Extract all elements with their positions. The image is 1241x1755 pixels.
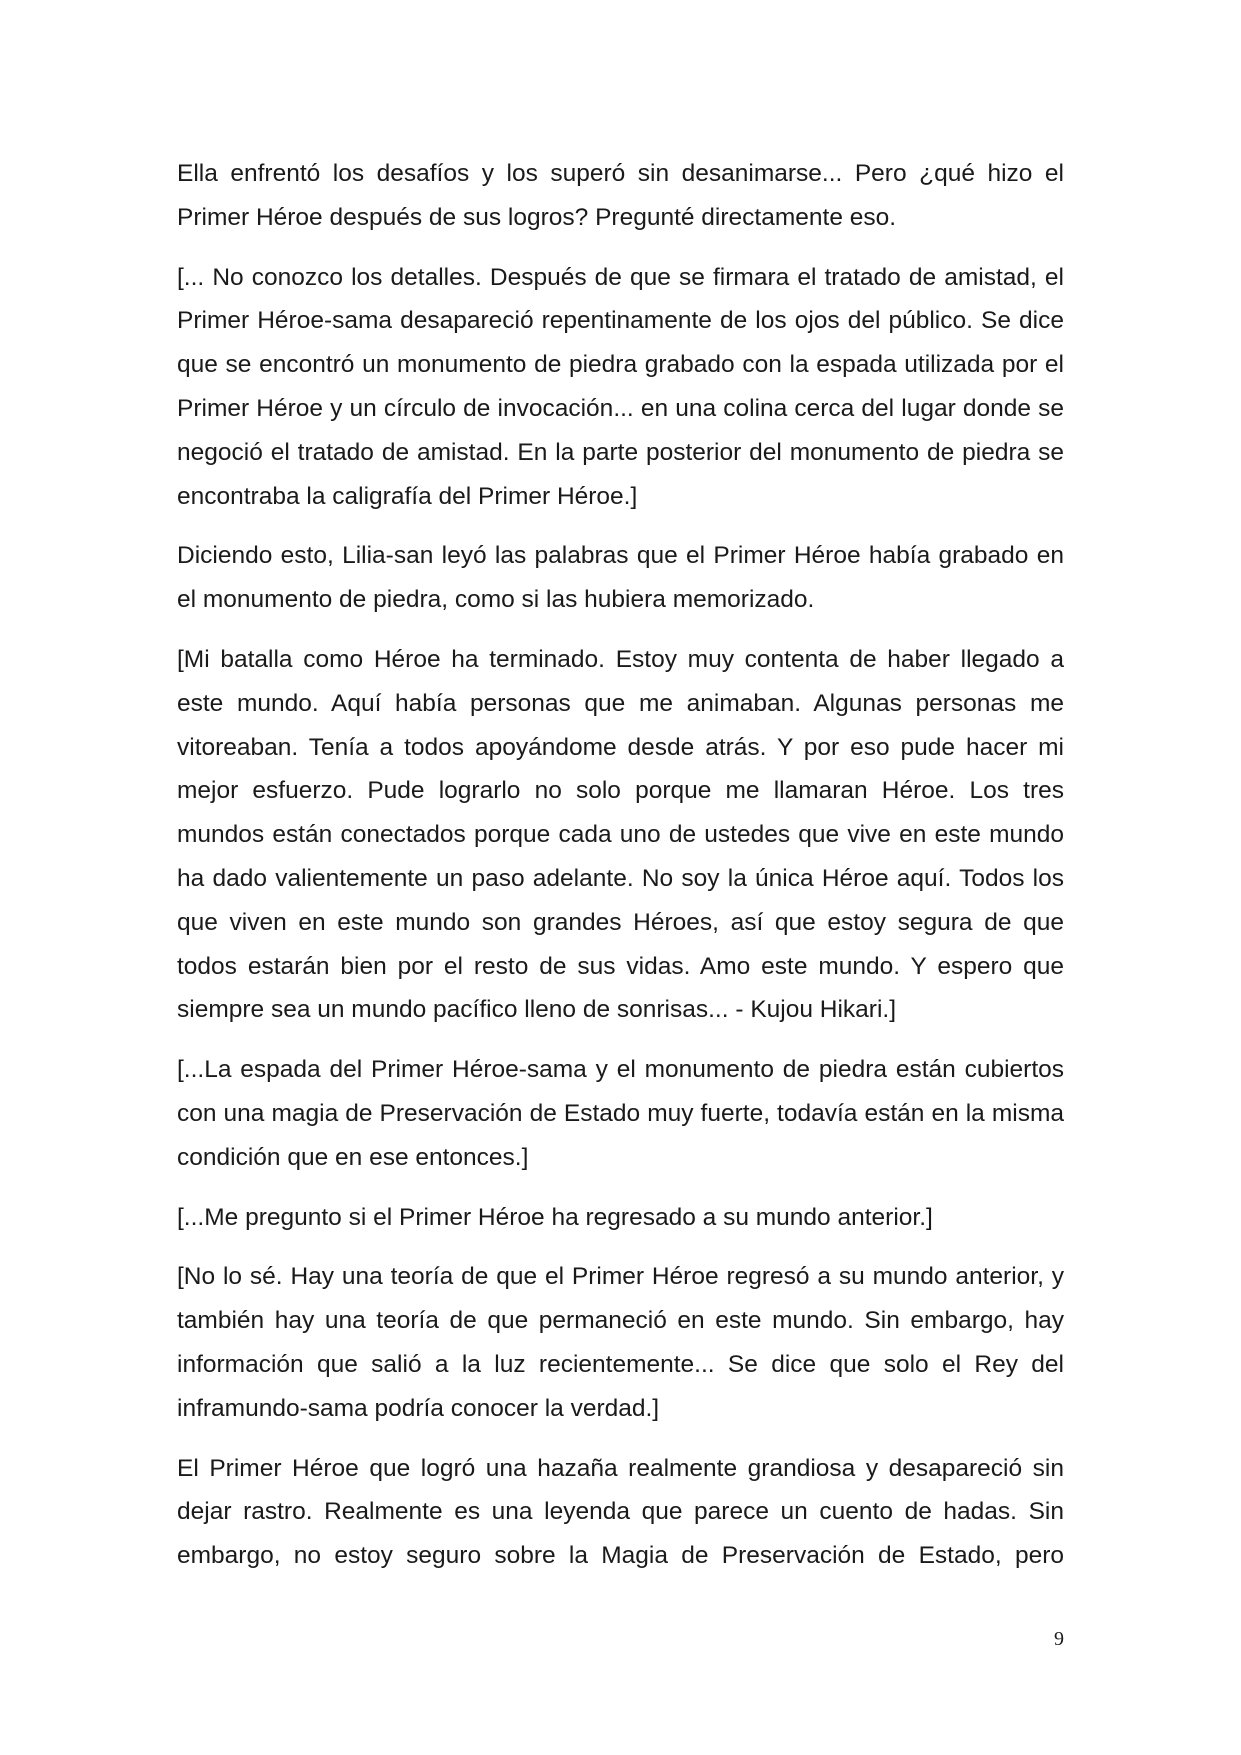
- paragraph: [No lo sé. Hay una teoría de que el Primer Héroe regresó a su mundo anterior, y también hay una teoría de que permaneció en este mundo. Sin embargo, hay información que salió a la luz recientemente... Se dice que solo el Rey del inframundo-sama podría conocer la verdad.]: [177, 1263, 1064, 1422]
- page-body: [177, 152, 1064, 1594]
- paragraph: Diciendo esto, Lilia-san leyó las palabras que el Primer Héroe había grabado en el monumento de piedra, como si las hubiera memorizado.: [177, 542, 1064, 614]
- paragraph: [...La espada del Primer Héroe-sama y el monumento de piedra están cubiertos con una magia de Preservación de Estado muy fuerte, todavía están en la misma condición que en ese entonces.]: [177, 1056, 1064, 1171]
- paragraph: El Primer Héroe que logró una hazaña realmente grandiosa y desapareció sin dejar rastro. Realmente es una leyenda que parece un cuento de hadas. Sin embargo, no estoy seguro sobre la Magia de Preservación de Estado, pero: [177, 1454, 1064, 1570]
- paragraph: [...Me pregunto si el Primer Héroe ha regresado a su mundo anterior.]: [177, 1203, 933, 1231]
- paragraph: [Mi batalla como Héroe ha terminado. Estoy muy contenta de haber llegado a este mundo. Aquí había personas que me animaban. Algunas personas me vitoreaban. Tenía a todos apoyándome desde atrás. Y por eso pude hacer mi mejor esfuerzo. Pude lograrlo no solo porque me llamaran Héroe. Los tres mundos están conectados porque cada uno de ustedes que vive en este mundo ha dado valientemente un paso adelante. No soy la única Héroe aquí. Todos los que viven en este mundo son grandes Héroes, así que estoy segura de que todos estarán bien por el resto de sus vidas. Amo este mundo. Y espero que siempre sea un mundo pacífico lleno de sonrisas... - Kujou Hikari.]: [177, 645, 1064, 1024]
- page-number: 9: [1054, 1628, 1064, 1650]
- paragraph: Ella enfrentó los desafíos y los superó sin desanimarse... Pero ¿qué hizo el Primer Héroe después de sus logros? Pregunté directamente eso.: [177, 160, 1064, 231]
- paragraph: [... No conozco los detalles. Después de que se firmara el tratado de amistad, el Primer Héroe-sama desapareció repentinamente de los ojos del público. Se dice que se encontró un monumento de piedra grabado con la espada utilizada por el Primer Héroe y un círculo de invocación... en una colina cerca del lugar donde se negoció el tratado de amistad. En la parte posterior del monumento de piedra se encontraba la caligrafía del Primer Héroe.]: [177, 263, 1064, 510]
